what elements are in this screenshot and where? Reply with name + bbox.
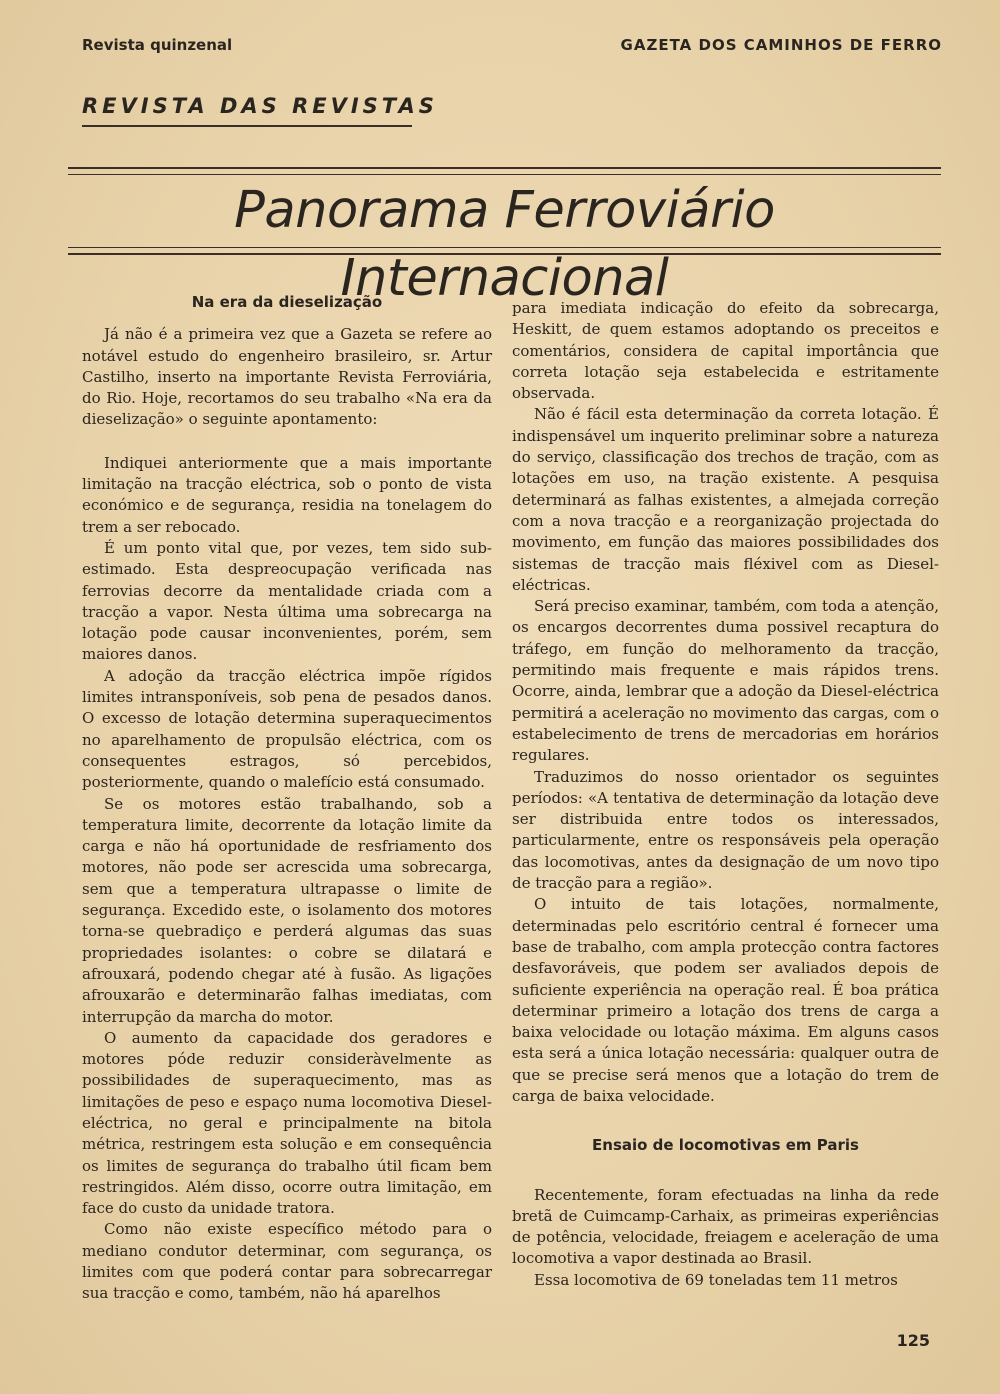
paragraph: Indiquei anteriormente que a mais importante limitação na tracção eléctrica, sob o ponto de vista económico e de segurança, residia na tonelagem do trem a ser rebocado. [82,453,492,536]
paragraph: Como não existe específico método para o mediano condutor determinar, com segurança, os limites com que poderá contar para sobrecarregar sua tracção e como, também, não há aparelhos [82,1220,492,1303]
paragraph: Traduzimos do nosso orientador os seguintes períodos: «A tentativa de determinação da lotação deve ser distribuida entre todos os interessados, particularmente, entre os responsáveis pela operação das locomotivas, antes da designação de um novo tipo de tracção para a região». [512,767,939,893]
heading-ensaio-locomotivas: Ensaio de locomotivas em Paris [592,1136,859,1155]
paragraph: Será preciso examinar, também, com toda a atenção, os encargos decorrentes duma possivel recaptura do tráfego, em função do melhoramento da tracção, permitindo mais frequente e mais rápidos trens. Ocorre, ainda, lembrar que a adoção da Diesel-eléctrica permitirá a aceleração no movimento das cargas, com o estabelecimento de trens de mercadorias em horários regulares. [512,597,939,765]
heading-dieselizacao: Na era da dieselização [191,293,383,311]
running-header-right: GAZETA DOS CAMINHOS DE FERRO [620,36,942,54]
paragraph: Não é fácil esta determinação da correta lotação. É indispensável um inquerito preliminar sobre a natureza do serviço, classificação dos trechos de tração, com as lotações em uso, na tração existente. A pesquisa determinará as falhas existentes, a almejada correção com a nova tracção e a reorganização projectada do movimento, em função das maiores possibilidades dos sistemas de tracção mais fléxivel com as Diesel-eléctricas. [512,405,939,594]
right-column [512,298,939,1291]
paragraph: É um ponto vital que, por vezes, tem sido sub-estimado. Esta despreocupação verificada nas ferrovias decorre da mentalidade criada com a tracção a vapor. Nesta última uma sobrecarga na lotação pode causar inconvenientes, porém, sem maiores danos. [82,538,492,664]
paragraph: para imediata indicação do efeito da sobrecarga, Heskitt, de quem estamos adoptando os preceitos e comentários, considera de capital importância que correta lotação seja estabelecida e estritamente observada. [512,299,939,403]
article-title: Panorama Ferroviário Internacional [234,181,775,308]
section-rule [82,125,412,127]
paragraph: Se os motores estão trabalhando, sob a temperatura limite, decorrente da lotação limite da carga e não há oportunidade de resfriamento dos motores, não pode ser acrescida uma sobrecarga, sem que a temperatura ultrapasse o limite de segurança. Excedido este, o isolamento dos motores torna-se quebradiço e perderá algumas das suas propriedades isolantes: o cobre se dilatará e afrouxará, podendo chegar até à fusão. As ligações afrouxarão e determinarão falhas imediatas, com interrupção da marcha do motor. [82,794,492,1026]
page-number: 125 [896,1331,930,1350]
paragraph: Recentemente, foram efectuadas na linha da rede bretã de Cuimcamp-Carhaix, as primeiras experiências de potência, velocidade, freiagem e aceleração de uma locomotiva a vapor destinada ao Brasil. [512,1185,939,1268]
paragraph: O aumento da capacidade dos geradores e motores póde reduzir consideràvelmente as possibilidades de superaquecimento, mas as limitações de peso e espaço numa locomotiva Diesel-eléctrica, no geral e principalmente na bitola métrica, restringem esta solução e em consequência os limites de segurança do trabalho útil ficam bem restringidos. Além disso, ocorre outra limitação, em face do custo da unidade tratora. [82,1028,492,1218]
paragraph: O intuito de tais lotações, normalmente, determinadas pelo escritório central é fornecer uma base de trabalho, com ampla protecção contra factores desfavoráveis, que podem ser avaliados depois de suficiente experiência na operação real. É boa prática determinar primeiro a lotação dos trens de carga a baixa velocidade ou lotação máxima. Em alguns casos esta será a única lotação necessária: qualquer outra de que se precise será menos que a lotação do trem de carga de baixa velocidade. [512,895,939,1105]
paragraph: A adoção da tracção eléctrica impõe rígidos limites intransponíveis, sob pena de pesados danos. O excesso de lotação determina superaquecimentos no aparelhamento de propulsão eléctrica, com os consequentes estragos, só percebidos, posteriormente, quando o malefício está consumado. [82,666,492,792]
paragraph: Já não é a primeira vez que a Gazeta se refere ao notável estudo do engenheiro brasileiro, sr. Artur Castilho, inserto na importante Revista Ferroviária, do Rio. Hoje, recortamos do seu trabalho «Na era da dieselização» o seguinte apontamento: [82,325,492,429]
running-header-left: Revista quinzenal [82,36,233,54]
left-column [82,292,492,1305]
paragraph: Essa locomotiva de 69 toneladas tem 11 metros [534,1270,898,1289]
section-title: REVISTA DAS REVISTAS [82,94,438,118]
